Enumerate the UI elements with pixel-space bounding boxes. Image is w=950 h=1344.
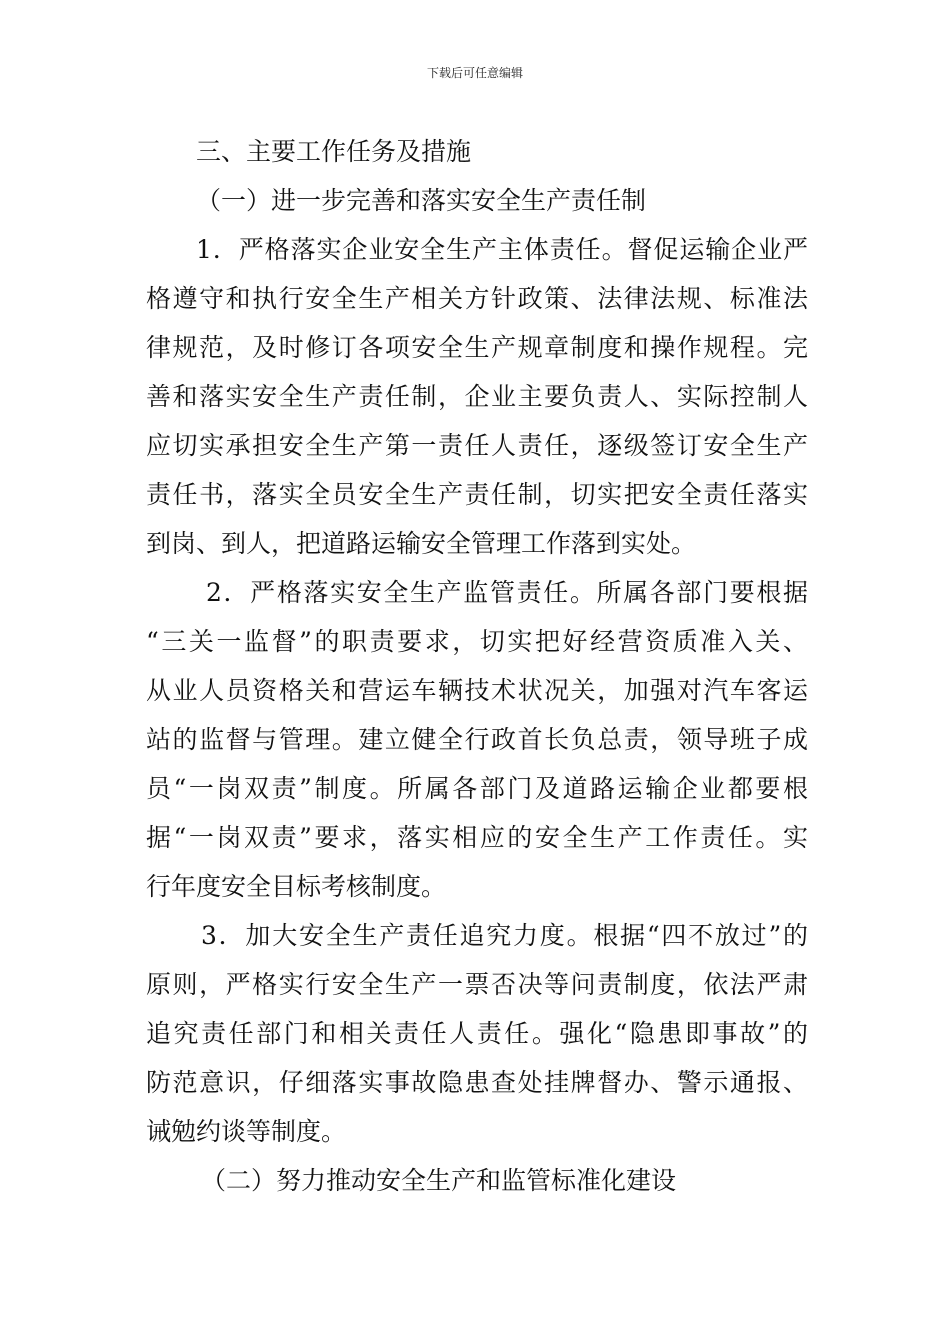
paragraph-line: 1．严格落实企业安全生产主体责任。督促运输企业严 [196, 235, 808, 264]
paragraph-line: 应切实承担安全生产第一责任人责任，逐级签订安全生产 [146, 431, 808, 460]
paragraph-line: 追究责任部门和相关责任人责任。强化“隐患即事故”的 [146, 1019, 808, 1048]
paragraph-line: 责任书，落实全员安全生产责任制，切实把安全责任落实 [146, 480, 808, 509]
paragraph-line: 员“一岗双责”制度。所属各部门及道路运输企业都要根 [146, 774, 808, 803]
section-heading: 三、主要工作任务及措施 [196, 137, 472, 166]
paragraph-line: 从业人员资格关和营运车辆技术状况关，加强对汽车客运 [146, 676, 808, 705]
subsection-heading-2: （二）努力推动安全生产和监管标准化建设 [201, 1166, 677, 1195]
paragraph-line: 行年度安全目标考核制度。 [146, 872, 447, 901]
paragraph-line: 站的监督与管理。建立健全行政首长负总责，领导班子成 [146, 725, 808, 754]
paragraph-1 [146, 225, 808, 568]
paragraph-line: 格遵守和执行安全生产相关方针政策、法律法规、标准法 [146, 284, 808, 313]
document-body [146, 127, 808, 1205]
paragraph-line: 防范意识，仔细落实事故隐患查处挂牌督办、警示通报、 [146, 1068, 808, 1097]
paragraph-line: 2．严格落实安全生产监管责任。所属各部门要根据 [206, 578, 808, 607]
paragraph-line: 到岗、到人，把道路运输安全管理工作落到实处。 [146, 529, 697, 558]
paragraph-3 [146, 911, 808, 1156]
subsection-heading-1: （一）进一步完善和落实安全生产责任制 [196, 186, 647, 215]
paragraph-line: 律规范，及时修订各项安全生产规章制度和操作规程。完 [146, 333, 808, 362]
page-header-note: 下载后可任意编辑 [426, 66, 523, 80]
paragraph-line: 诫勉约谈等制度。 [146, 1117, 347, 1146]
paragraph-line: 善和落实安全生产责任制，企业主要负责人、实际控制人 [146, 382, 808, 411]
paragraph-line: 据“一岗双责”要求，落实相应的安全生产工作责任。实 [146, 823, 808, 852]
paragraph-2 [146, 568, 808, 911]
paragraph-line: 原则，严格实行安全生产一票否决等问责制度，依法严肃 [146, 970, 808, 999]
paragraph-line: “三关一监督”的职责要求，切实把好经营资质准入关、 [146, 627, 808, 656]
paragraph-line: 3．加大安全生产责任追究力度。根据“四不放过”的 [201, 921, 808, 950]
